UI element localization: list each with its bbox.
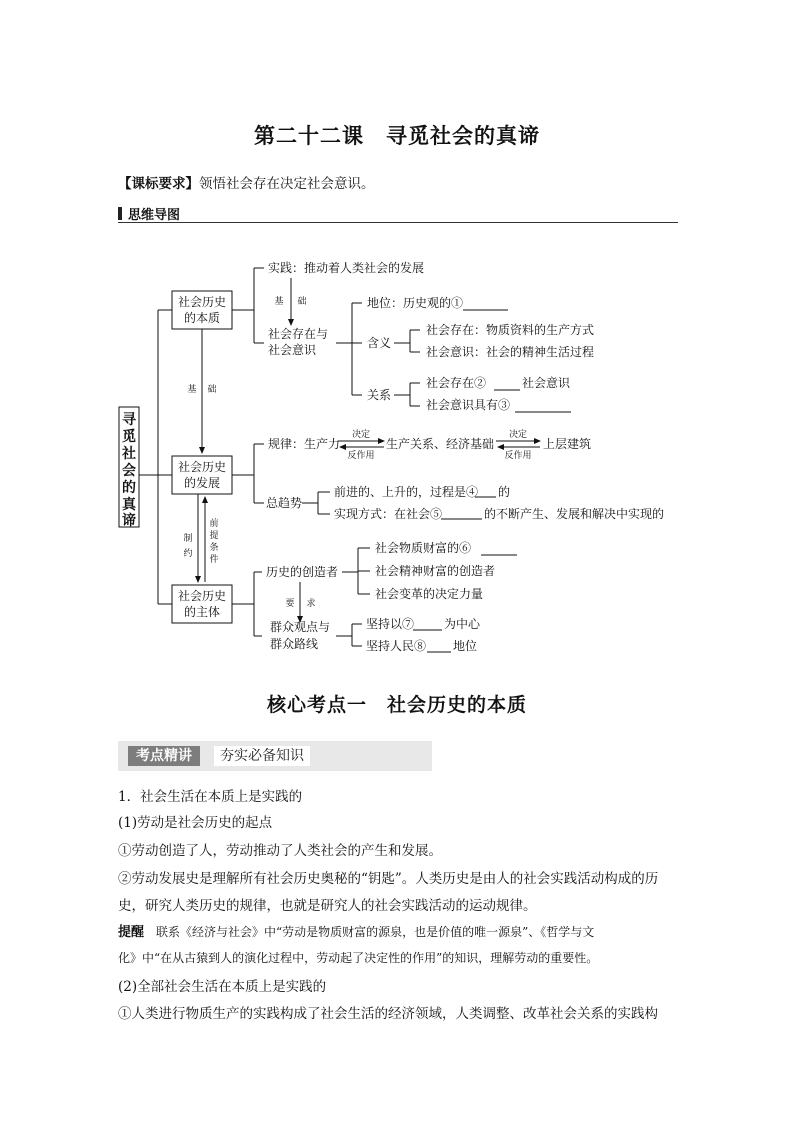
mass-line-2: 群众路线 bbox=[270, 637, 319, 651]
basis-small-2: 础 bbox=[297, 297, 307, 307]
root-char: 寻 bbox=[122, 412, 136, 428]
trend-a1-text: 前进的、上升的，过程是④ bbox=[334, 485, 479, 499]
trend-b2-text: 的不断产生、发展和解决中实现的 bbox=[484, 507, 665, 521]
relation-b-text: 社会意识具有③ bbox=[426, 398, 511, 412]
paragraph: 1．社会生活在本质上是实践的 bbox=[118, 789, 303, 805]
adhere-b2-text: 地位 bbox=[453, 639, 478, 653]
precondition-3: 条 bbox=[209, 543, 219, 553]
status-text: 地位：历史观的① bbox=[367, 296, 464, 310]
creator-b-text: 社会精神财富的创造者 bbox=[375, 564, 496, 578]
mass-line-1: 群众观点与 bbox=[270, 620, 331, 634]
restrict-2: 约 bbox=[183, 549, 193, 559]
topic-banner bbox=[118, 741, 432, 771]
decide-label-1: 决定 bbox=[351, 430, 371, 440]
trend-a2-text: 的 bbox=[498, 485, 511, 499]
requirement-tag: 【课标要求】 bbox=[118, 176, 199, 192]
banner-left-label: 考点精讲 bbox=[128, 746, 200, 766]
superstructure-text: 上层建筑 bbox=[543, 437, 592, 451]
paragraph: (2)全部社会生活在本质上是实践的 bbox=[118, 979, 327, 995]
existence-consciousness-1: 社会存在与 bbox=[268, 327, 329, 341]
note-text: 联系《经济与社会》中“劳动是物质财富的源泉，也是价值的唯一源泉”、《哲学与文 bbox=[156, 925, 595, 939]
note-line bbox=[118, 920, 680, 945]
requirement-text: 领悟社会存在决定社会意识。 bbox=[199, 176, 375, 192]
restrict-1: 制 bbox=[183, 534, 193, 544]
trend-b1-text: 实现方式：在社会⑤ bbox=[334, 507, 443, 521]
require-1: 要 bbox=[285, 599, 295, 609]
relation-a1-text: 社会存在② bbox=[426, 376, 487, 390]
meaning-text: 含义 bbox=[367, 336, 392, 350]
essence-label-1: 社会历史 bbox=[177, 295, 227, 309]
page-title: 第二十二课 寻觅社会的真谛 bbox=[254, 124, 540, 148]
root-char: 真 bbox=[122, 497, 136, 513]
adhere-a1-text: 坚持以⑦ bbox=[366, 617, 415, 631]
root-char: 社 bbox=[122, 446, 136, 462]
meaning-b-text: 社会意识：社会的精神生活过程 bbox=[426, 345, 595, 359]
require-2: 求 bbox=[306, 599, 316, 609]
root-char: 会 bbox=[122, 463, 136, 479]
relation-a2-text: 社会意识 bbox=[522, 376, 571, 390]
meaning-a-text: 社会存在：物质资料的生产方式 bbox=[426, 323, 595, 337]
react-label-2: 反作用 bbox=[504, 451, 532, 461]
paragraph: 史，研究人类历史的规律，也就是研究人的社会实践活动的运动规律。 bbox=[118, 898, 537, 914]
section-title: 核心考点一 社会历史的本质 bbox=[266, 694, 527, 716]
practice-text: 实践：推动着人类社会的发展 bbox=[268, 261, 425, 275]
essence-label-2: 的本质 bbox=[183, 311, 221, 325]
adhere-a2-text: 为中心 bbox=[444, 617, 481, 631]
adhere-b1-text: 坚持人民⑧ bbox=[366, 639, 427, 653]
paragraph: ②劳动发展史是理解所有社会历史奥秘的“钥匙”。人类历史是由人的社会实践活动构成的历 bbox=[118, 871, 659, 887]
react-label-1: 反作用 bbox=[347, 451, 375, 461]
paragraph: ①劳动创造了人，劳动推动了人类社会的产生和发展。 bbox=[118, 843, 442, 859]
law-text: 规律：生产力 bbox=[268, 437, 341, 451]
basis-large-2: 础 bbox=[207, 385, 217, 395]
root-char: 谛 bbox=[122, 513, 136, 529]
root-char: 的 bbox=[122, 480, 136, 496]
banner-right-label: 夯实必备知识 bbox=[214, 746, 310, 766]
relations-base-text: 生产关系、经济基础 bbox=[386, 437, 495, 451]
paragraph: (1)劳动是社会历史的起点 bbox=[118, 815, 273, 831]
creator-c-text: 社会变革的决定力量 bbox=[375, 587, 484, 601]
development-label-2: 的发展 bbox=[183, 476, 221, 490]
decide-label-2: 决定 bbox=[508, 430, 528, 440]
subject-label-1: 社会历史 bbox=[177, 589, 227, 603]
root-char: 觅 bbox=[122, 429, 136, 445]
trend-text: 总趋势 bbox=[266, 496, 303, 510]
precondition-2: 提 bbox=[209, 531, 219, 541]
basis-large-1: 基 bbox=[187, 385, 197, 395]
precondition-1: 前 bbox=[209, 519, 219, 529]
relation-text: 关系 bbox=[367, 388, 392, 402]
precondition-4: 件 bbox=[209, 555, 219, 565]
note-keyword: 提醒 bbox=[118, 925, 145, 940]
subject-label-2: 的主体 bbox=[183, 605, 221, 619]
paragraph: ①人类进行物质生产的实践构成了社会生活的经济领域，人类调整、改革社会关系的实践构 bbox=[118, 1006, 658, 1022]
basis-small-1: 基 bbox=[274, 297, 284, 307]
creator-text: 历史的创造者 bbox=[266, 565, 339, 579]
note-line: 化》中“在从古猿到人的演化过程中，劳动起了决定性的作用”的知识，理解劳动的重要性。 bbox=[118, 951, 599, 965]
creator-a-text: 社会物质财富的⑥ bbox=[375, 541, 472, 555]
development-label-1: 社会历史 bbox=[177, 460, 227, 474]
mindmap-header-label: 思维导图 bbox=[128, 208, 181, 223]
existence-consciousness-2: 社会意识 bbox=[268, 343, 317, 357]
